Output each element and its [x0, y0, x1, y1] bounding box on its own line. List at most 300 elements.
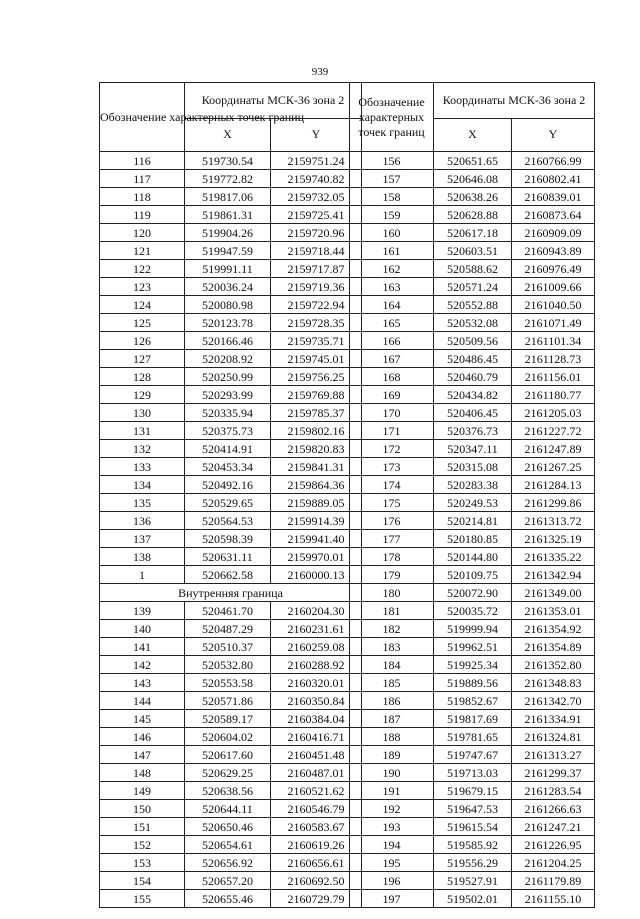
- x-coordinate: 519615.54: [434, 818, 512, 836]
- y-coordinate: 2160350.84: [271, 692, 362, 710]
- y-coordinate: 2161071.49: [512, 314, 595, 332]
- x-coordinate: 520036.24: [185, 278, 271, 296]
- point-number: 170: [350, 404, 434, 422]
- y-coordinate: 2160619.26: [271, 836, 362, 854]
- x-coordinate: 520293.99: [185, 386, 271, 404]
- x-coordinate: 520629.25: [185, 764, 271, 782]
- x-coordinate: 520646.08: [434, 170, 512, 188]
- x-coordinate: 519861.31: [185, 206, 271, 224]
- x-coordinate: 520638.56: [185, 782, 271, 800]
- table-row: [350, 566, 595, 584]
- point-number: 191: [350, 782, 434, 800]
- point-number: 158: [350, 188, 434, 206]
- y-coordinate: 2160288.92: [271, 656, 362, 674]
- point-number: 141: [100, 638, 185, 656]
- x-coordinate: 519904.26: [185, 224, 271, 242]
- x-coordinate: 520628.88: [434, 206, 512, 224]
- y-coordinate: 2160802.41: [512, 170, 595, 188]
- point-number: 161: [350, 242, 434, 260]
- x-coordinate: 520376.73: [434, 422, 512, 440]
- y-coordinate: 2161352.80: [512, 656, 595, 674]
- y-coordinate: 2161353.01: [512, 602, 595, 620]
- table-row: [100, 836, 362, 854]
- table-row: [350, 422, 595, 440]
- y-coordinate: 2160692.50: [271, 872, 362, 890]
- x-coordinate: 519527.91: [434, 872, 512, 890]
- point-number: 182: [350, 620, 434, 638]
- point-number: 192: [350, 800, 434, 818]
- table-row: [100, 368, 362, 386]
- table-row: [350, 314, 595, 332]
- header-y: Y: [271, 118, 362, 152]
- y-coordinate: 2160259.08: [271, 638, 362, 656]
- y-coordinate: 2161342.94: [512, 566, 595, 584]
- x-coordinate: 520598.39: [185, 530, 271, 548]
- point-number: 146: [100, 728, 185, 746]
- y-coordinate: 2161266.63: [512, 800, 595, 818]
- point-number: 152: [100, 836, 185, 854]
- table-row: [350, 602, 595, 620]
- point-number: 118: [100, 188, 185, 206]
- point-number: 126: [100, 332, 185, 350]
- table-row: [100, 332, 362, 350]
- point-number: 185: [350, 674, 434, 692]
- point-number: 144: [100, 692, 185, 710]
- table-row: [350, 206, 595, 224]
- point-number: 150: [100, 800, 185, 818]
- table-row: [350, 782, 595, 800]
- y-coordinate: 2161335.22: [512, 548, 595, 566]
- y-coordinate: 2161128.73: [512, 350, 595, 368]
- point-number: 173: [350, 458, 434, 476]
- point-number: 120: [100, 224, 185, 242]
- point-number: 169: [350, 386, 434, 404]
- table-row: [350, 494, 595, 512]
- point-number: 135: [100, 494, 185, 512]
- x-coordinate: 520214.81: [434, 512, 512, 530]
- y-coordinate: 2161354.92: [512, 620, 595, 638]
- point-number: 196: [350, 872, 434, 890]
- y-coordinate: 2161325.19: [512, 530, 595, 548]
- x-coordinate: 519713.03: [434, 764, 512, 782]
- y-coordinate: 2161313.27: [512, 746, 595, 764]
- y-coordinate: 2161009.66: [512, 278, 595, 296]
- table-row: [350, 872, 595, 890]
- x-coordinate: 519962.51: [434, 638, 512, 656]
- point-number: 137: [100, 530, 185, 548]
- x-coordinate: 520434.82: [434, 386, 512, 404]
- table-row: [100, 566, 362, 584]
- point-number: 172: [350, 440, 434, 458]
- x-coordinate: 520180.85: [434, 530, 512, 548]
- table-row: [100, 764, 362, 782]
- point-number: 167: [350, 350, 434, 368]
- x-coordinate: 520529.65: [185, 494, 271, 512]
- point-number: 163: [350, 278, 434, 296]
- y-coordinate: 2161267.25: [512, 458, 595, 476]
- table-row: [350, 260, 595, 278]
- point-number: 124: [100, 296, 185, 314]
- table-row: [350, 476, 595, 494]
- table-row: [350, 764, 595, 782]
- y-coordinate: 2159735.71: [271, 332, 362, 350]
- point-number: 197: [350, 890, 434, 908]
- table-row: [100, 188, 362, 206]
- x-coordinate: 519647.53: [434, 800, 512, 818]
- point-number: 143: [100, 674, 185, 692]
- point-number: 155: [100, 890, 185, 908]
- y-coordinate: 2161180.77: [512, 386, 595, 404]
- point-number: 171: [350, 422, 434, 440]
- page-number: 939: [311, 66, 329, 78]
- x-coordinate: 519747.67: [434, 746, 512, 764]
- table-row: [350, 188, 595, 206]
- x-coordinate: 519991.11: [185, 260, 271, 278]
- x-coordinate: 520571.24: [434, 278, 512, 296]
- table-row: [100, 512, 362, 530]
- table-row: [350, 440, 595, 458]
- y-coordinate: 2160231.61: [271, 620, 362, 638]
- y-coordinate: 2161179.89: [512, 872, 595, 890]
- point-number: 1: [100, 566, 185, 584]
- table-row: [100, 242, 362, 260]
- x-coordinate: 520510.37: [185, 638, 271, 656]
- table-row: [350, 224, 595, 242]
- x-coordinate: 519781.65: [434, 728, 512, 746]
- point-number: 193: [350, 818, 434, 836]
- point-number: 125: [100, 314, 185, 332]
- table-row: [100, 494, 362, 512]
- y-coordinate: 2159864.36: [271, 476, 362, 494]
- point-number: 178: [350, 548, 434, 566]
- point-number: 140: [100, 620, 185, 638]
- x-coordinate: 520461.70: [185, 602, 271, 620]
- point-number: 176: [350, 512, 434, 530]
- point-number: 162: [350, 260, 434, 278]
- y-coordinate: 2161156.01: [512, 368, 595, 386]
- point-number: 188: [350, 728, 434, 746]
- point-number: 127: [100, 350, 185, 368]
- table-row: [100, 314, 362, 332]
- y-coordinate: 2161040.50: [512, 296, 595, 314]
- table-row: [350, 404, 595, 422]
- section-row: [100, 584, 362, 602]
- point-number: 139: [100, 602, 185, 620]
- y-coordinate: 2159728.35: [271, 314, 362, 332]
- point-number: 156: [350, 152, 434, 170]
- table-row: [100, 854, 362, 872]
- table-row: [350, 692, 595, 710]
- x-coordinate: 520486.45: [434, 350, 512, 368]
- x-coordinate: 520617.60: [185, 746, 271, 764]
- point-number: 195: [350, 854, 434, 872]
- table-row: [100, 278, 362, 296]
- header-designation: Обозначение характерных точек границ: [350, 83, 434, 152]
- x-coordinate: 519999.94: [434, 620, 512, 638]
- coordinates-table-right: [349, 82, 595, 908]
- point-number: 153: [100, 854, 185, 872]
- x-coordinate: 519925.34: [434, 656, 512, 674]
- point-number: 134: [100, 476, 185, 494]
- point-number: 116: [100, 152, 185, 170]
- table-row: [100, 890, 362, 908]
- x-coordinate: 520080.98: [185, 296, 271, 314]
- x-coordinate: 520654.61: [185, 836, 271, 854]
- y-coordinate: 2160451.48: [271, 746, 362, 764]
- y-coordinate: 2159732.05: [271, 188, 362, 206]
- x-coordinate: 519817.06: [185, 188, 271, 206]
- y-coordinate: 2159722.94: [271, 296, 362, 314]
- table-row: [100, 656, 362, 674]
- header-x: X: [185, 118, 271, 152]
- header-coordinates: Координаты МСК-36 зона 2: [434, 83, 595, 119]
- table-row: [100, 206, 362, 224]
- header-x: X: [434, 118, 512, 152]
- point-number: 184: [350, 656, 434, 674]
- x-coordinate: 520375.73: [185, 422, 271, 440]
- y-coordinate: 2160416.71: [271, 728, 362, 746]
- x-coordinate: 520657.20: [185, 872, 271, 890]
- x-coordinate: 520656.92: [185, 854, 271, 872]
- x-coordinate: 520662.58: [185, 566, 271, 584]
- x-coordinate: 520651.65: [434, 152, 512, 170]
- table-row: [100, 710, 362, 728]
- x-coordinate: 519852.67: [434, 692, 512, 710]
- x-coordinate: 520166.46: [185, 332, 271, 350]
- y-coordinate: 2160873.64: [512, 206, 595, 224]
- table-row: [100, 404, 362, 422]
- point-number: 190: [350, 764, 434, 782]
- y-coordinate: 2159725.41: [271, 206, 362, 224]
- point-number: 181: [350, 602, 434, 620]
- table-row: [100, 260, 362, 278]
- x-coordinate: 519502.01: [434, 890, 512, 908]
- x-coordinate: 520453.34: [185, 458, 271, 476]
- x-coordinate: 520532.08: [434, 314, 512, 332]
- section-label: Внутренняя граница: [100, 584, 362, 602]
- x-coordinate: 520553.58: [185, 674, 271, 692]
- table-row: [350, 656, 595, 674]
- x-coordinate: 520335.94: [185, 404, 271, 422]
- y-coordinate: 2161299.86: [512, 494, 595, 512]
- y-coordinate: 2159841.31: [271, 458, 362, 476]
- y-coordinate: 2159756.25: [271, 368, 362, 386]
- x-coordinate: 520509.56: [434, 332, 512, 350]
- point-number: 189: [350, 746, 434, 764]
- table-row: [100, 620, 362, 638]
- x-coordinate: 520283.38: [434, 476, 512, 494]
- x-coordinate: 520552.88: [434, 296, 512, 314]
- table-row: [100, 800, 362, 818]
- y-coordinate: 2161313.72: [512, 512, 595, 530]
- x-coordinate: 520347.11: [434, 440, 512, 458]
- table-row: [350, 368, 595, 386]
- y-coordinate: 2161227.72: [512, 422, 595, 440]
- table-row: [350, 836, 595, 854]
- table-row: [100, 818, 362, 836]
- point-number: 119: [100, 206, 185, 224]
- table-row: [100, 674, 362, 692]
- x-coordinate: 519556.29: [434, 854, 512, 872]
- table-row: [350, 728, 595, 746]
- point-number: 183: [350, 638, 434, 656]
- x-coordinate: 519679.15: [434, 782, 512, 800]
- table-row: [350, 152, 595, 170]
- point-number: 165: [350, 314, 434, 332]
- table-row: [100, 692, 362, 710]
- x-coordinate: 520249.53: [434, 494, 512, 512]
- y-coordinate: 2161205.03: [512, 404, 595, 422]
- table-row: [350, 710, 595, 728]
- y-coordinate: 2161349.00: [512, 584, 595, 602]
- y-coordinate: 2161101.34: [512, 332, 595, 350]
- y-coordinate: 2160839.01: [512, 188, 595, 206]
- table-row: [350, 458, 595, 476]
- table-row: [100, 602, 362, 620]
- x-coordinate: 520406.45: [434, 404, 512, 422]
- table-row: [350, 170, 595, 188]
- y-coordinate: 2160909.09: [512, 224, 595, 242]
- x-coordinate: 519889.56: [434, 674, 512, 692]
- table-row: [350, 242, 595, 260]
- table-row: [100, 728, 362, 746]
- y-coordinate: 2160521.62: [271, 782, 362, 800]
- table-row: [350, 746, 595, 764]
- point-number: 180: [350, 584, 434, 602]
- y-coordinate: 2161284.13: [512, 476, 595, 494]
- point-number: 175: [350, 494, 434, 512]
- point-number: 117: [100, 170, 185, 188]
- x-coordinate: 520631.11: [185, 548, 271, 566]
- header-designation: Обозначение характерных точек границ: [100, 83, 185, 152]
- header-y: Y: [512, 118, 595, 152]
- point-number: 148: [100, 764, 185, 782]
- point-number: 133: [100, 458, 185, 476]
- x-coordinate: 520072.90: [434, 584, 512, 602]
- point-number: 147: [100, 746, 185, 764]
- x-coordinate: 520532.80: [185, 656, 271, 674]
- table-row: [350, 890, 595, 908]
- y-coordinate: 2160729.79: [271, 890, 362, 908]
- y-coordinate: 2160766.99: [512, 152, 595, 170]
- y-coordinate: 2159889.05: [271, 494, 362, 512]
- table-row: [350, 620, 595, 638]
- table-row: [350, 278, 595, 296]
- y-coordinate: 2159720.96: [271, 224, 362, 242]
- y-coordinate: 2159745.01: [271, 350, 362, 368]
- x-coordinate: 520617.18: [434, 224, 512, 242]
- table-row: [100, 638, 362, 656]
- y-coordinate: 2159769.88: [271, 386, 362, 404]
- point-number: 132: [100, 440, 185, 458]
- y-coordinate: 2161299.37: [512, 764, 595, 782]
- header-coordinates: Координаты МСК-36 зона 2: [185, 83, 362, 119]
- table-row: [100, 386, 362, 404]
- y-coordinate: 2159751.24: [271, 152, 362, 170]
- point-number: 159: [350, 206, 434, 224]
- x-coordinate: 520144.80: [434, 548, 512, 566]
- point-number: 122: [100, 260, 185, 278]
- y-coordinate: 2161334.91: [512, 710, 595, 728]
- table-row: [100, 440, 362, 458]
- point-number: 123: [100, 278, 185, 296]
- point-number: 136: [100, 512, 185, 530]
- table-row: [100, 458, 362, 476]
- y-coordinate: 2161354.89: [512, 638, 595, 656]
- x-coordinate: 520564.53: [185, 512, 271, 530]
- table-row: [350, 674, 595, 692]
- y-coordinate: 2161247.21: [512, 818, 595, 836]
- table-row: [350, 854, 595, 872]
- table-row: [100, 170, 362, 188]
- table-row: [100, 152, 362, 170]
- y-coordinate: 2161348.83: [512, 674, 595, 692]
- x-coordinate: 520487.29: [185, 620, 271, 638]
- table-row: [100, 872, 362, 890]
- point-number: 129: [100, 386, 185, 404]
- y-coordinate: 2159820.83: [271, 440, 362, 458]
- point-number: 194: [350, 836, 434, 854]
- table-row: [100, 224, 362, 242]
- y-coordinate: 2161324.81: [512, 728, 595, 746]
- x-coordinate: 520492.16: [185, 476, 271, 494]
- point-number: 186: [350, 692, 434, 710]
- x-coordinate: 520604.02: [185, 728, 271, 746]
- coordinates-table-left: [99, 82, 362, 908]
- y-coordinate: 2160546.79: [271, 800, 362, 818]
- y-coordinate: 2160487.01: [271, 764, 362, 782]
- y-coordinate: 2160204.30: [271, 602, 362, 620]
- point-number: 128: [100, 368, 185, 386]
- y-coordinate: 2161226.95: [512, 836, 595, 854]
- point-number: 179: [350, 566, 434, 584]
- table-row: [350, 332, 595, 350]
- x-coordinate: 520638.26: [434, 188, 512, 206]
- table-row: [350, 386, 595, 404]
- y-coordinate: 2159941.40: [271, 530, 362, 548]
- point-number: 164: [350, 296, 434, 314]
- point-number: 130: [100, 404, 185, 422]
- y-coordinate: 2159718.44: [271, 242, 362, 260]
- point-number: 160: [350, 224, 434, 242]
- point-number: 154: [100, 872, 185, 890]
- x-coordinate: 520414.91: [185, 440, 271, 458]
- point-number: 151: [100, 818, 185, 836]
- y-coordinate: 2161204.25: [512, 854, 595, 872]
- y-coordinate: 2160384.04: [271, 710, 362, 728]
- point-number: 131: [100, 422, 185, 440]
- table-row: [350, 530, 595, 548]
- table-row: [100, 746, 362, 764]
- y-coordinate: 2159914.39: [271, 512, 362, 530]
- point-number: 157: [350, 170, 434, 188]
- y-coordinate: 2159740.82: [271, 170, 362, 188]
- x-coordinate: 520589.17: [185, 710, 271, 728]
- x-coordinate: 520123.78: [185, 314, 271, 332]
- x-coordinate: 520571.86: [185, 692, 271, 710]
- x-coordinate: 520460.79: [434, 368, 512, 386]
- x-coordinate: 520650.46: [185, 818, 271, 836]
- point-number: 174: [350, 476, 434, 494]
- x-coordinate: 519817.69: [434, 710, 512, 728]
- y-coordinate: 2160656.61: [271, 854, 362, 872]
- x-coordinate: 520035.72: [434, 602, 512, 620]
- y-coordinate: 2160976.49: [512, 260, 595, 278]
- table-row: [350, 296, 595, 314]
- table-row: [350, 638, 595, 656]
- y-coordinate: 2160943.89: [512, 242, 595, 260]
- x-coordinate: 520588.62: [434, 260, 512, 278]
